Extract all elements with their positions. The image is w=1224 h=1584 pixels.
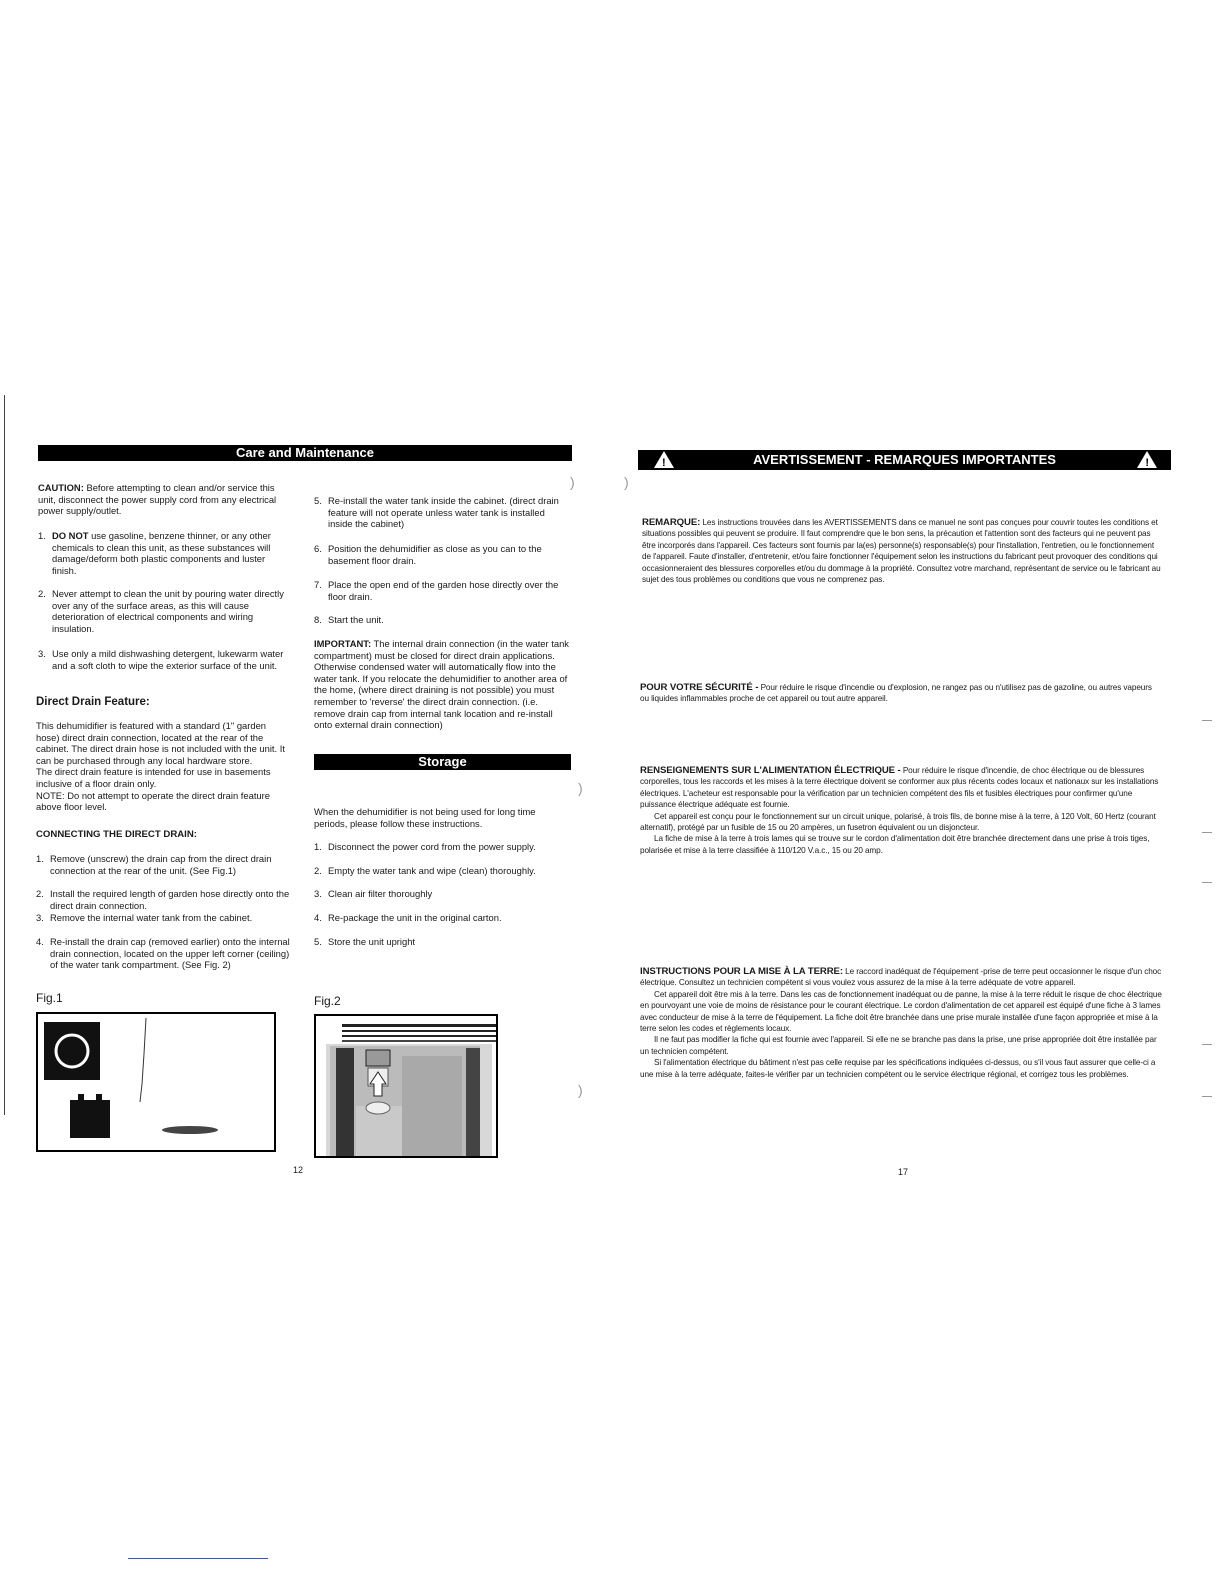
item-number: 3. (38, 648, 46, 659)
securite-block (640, 682, 1162, 705)
caution-paragraph (38, 482, 290, 517)
page-number-right: 17 (898, 1167, 909, 1177)
remarque-block (642, 517, 1162, 585)
storage-item-2 (314, 865, 570, 877)
securite-label: POUR VOTRE SÉCURITÉ - (640, 682, 759, 693)
connect-item-5 (314, 495, 570, 530)
connect-item-text: Re-install the drain cap (removed earlier) onto the internal drain connection, located on the upper left corner (ceiling) of the water tank compartment. (See Fig. 2) (50, 936, 290, 971)
scan-edge-line (4, 395, 5, 1115)
remarque-label: REMARQUE: (642, 517, 701, 528)
fig1-drawing (38, 1014, 274, 1150)
terre-text: Le raccord inadéquat de l'équipement -prise de terre peut occasionner le risque d'un choc électrique. Consultez un technicien compétent si vous voulez vous assurez de la mise à la terre adéquate de votre appareil. (640, 967, 1162, 988)
storage-item-text: Clean air filter thoroughly (328, 888, 433, 899)
scan-artifact: ) (624, 474, 629, 490)
alimentation-paragraph-3: La fiche de mise à la terre à trois lames qui se trouve sur le cordon d'alimentation doit être branchée directement dans une prise à trois tiges, polarisée et mise à la terre classifiée à 110/120 V.a.c., 15 ou 20 amp. (640, 834, 1150, 855)
footer-link-line (128, 1558, 268, 1559)
direct-drain-note: NOTE: Do not attempt to operate the direct drain feature above floor level. (36, 789, 270, 813)
storage-item-1 (314, 841, 570, 853)
storage-item-text: Disconnect the power cord from the power supply. (328, 841, 536, 852)
connect-item-text: Remove the internal water tank from the cabinet. (50, 912, 253, 923)
direct-drain-paragraph: This dehumidifier is featured with a standard (1" garden hose) direct drain connection, located at the rear of the cabinet. The direct drain hose is not included with the unit. It can be purchased through any local hardware store. (36, 720, 285, 766)
connect-item-6 (314, 543, 570, 566)
edge-tick (1202, 1096, 1212, 1097)
care-maintenance-banner: Care and Maintenance (38, 445, 572, 461)
terre-label: INSTRUCTIONS POUR LA MISE À LA TERRE: (640, 966, 843, 977)
connect-item-4 (36, 936, 290, 971)
storage-intro (314, 806, 570, 829)
direct-drain-block (36, 720, 290, 813)
item-number: 2. (38, 588, 46, 599)
terre-paragraph-4: Si l'alimentation électrique du bâtiment n'est pas celle requise par les spécifications indiquées ci-dessus, ou s'il vous faut assurer que celle-ci a une mise à la terre adéquate, faites-le vérifier par un technicien compétent ou le service électrique régional, et corrigez tous les problèmes. (640, 1058, 1156, 1079)
connect-item-1 (36, 853, 290, 876)
connect-item-text: Start the unit. (328, 614, 384, 625)
connect-item-text: Position the dehumidifier as close as you can to the basement floor drain. (328, 543, 542, 566)
item-number: 4. (36, 936, 44, 947)
storage-item-text: Empty the water tank and wipe (clean) thoroughly. (328, 865, 536, 876)
item-number: 3. (36, 912, 44, 923)
connect-item-text: Place the open end of the garden hose directly over the floor drain. (328, 579, 559, 602)
scan-artifact: ) (570, 474, 575, 490)
care-item-text: use gasoline, benzene thinner, or any other chemicals to clean this unit, as these substances will damage/deform both plastic components and luster finish. (52, 530, 271, 576)
fig2-image (314, 1014, 498, 1158)
edge-tick (1202, 720, 1212, 721)
item-number: 7. (314, 579, 322, 590)
terre-paragraph-2: Cet appareil doit être mis à la terre. Dans les cas de fonctionnement inadéquat ou de panne, la mise à la terre réduit le risque de choc électrique en pourvoyant une voie de moins de résistance pour le courant électrique. Le cordon d'alimentation de cet appareil est équipé d'une fiche à 3 lames avec conducteur de mise à la terre de l'équipement. La fiche doit être branchée dans une prise murale installée d'une façon appropriée et mise à la terre selon les codes et règlements locaux. (640, 989, 1162, 1034)
direct-drain-basement-line: The direct drain feature is intended for use in basements inclusive of a floor drain only. (36, 766, 271, 789)
alimentation-text: Pour réduire le risque d'incendie, de choc électrique ou de blessures corporelles, tous les raccords et les mises à la terre électrique doivent se conformer aux plus récents codes locaux et nationaux sur les installations électriques. L'acheteur est responsable pour la vérification par un technicien compétent des fils et fusibles électriques pour confirmer qu'une puissance électrique adéquate est fournie. (640, 766, 1159, 810)
storage-intro-text: When the dehumidifier is not being used for long time periods, please follow these instructions. (314, 806, 536, 829)
edge-tick (1202, 882, 1212, 883)
care-item-text: Never attempt to clean the unit by pouring water directly over any of the surface areas, as this will cause deterioration of electrical components and wiring insulation. (52, 588, 284, 634)
connect-item-8 (314, 614, 570, 626)
care-item-bold: DO NOT (52, 530, 89, 541)
connect-item-2 (36, 888, 290, 911)
scan-artifact: ) (578, 780, 583, 796)
edge-tick (1202, 832, 1212, 833)
fig1-image (36, 1012, 276, 1152)
warning-exclamation-icon-right: ! (1145, 457, 1149, 469)
terre-block (640, 966, 1162, 1080)
securite-text: Pour réduire le risque d'incendie ou d'explosion, ne rangez pas ou n'utilisez pas de gazoline, ou autres vapeurs ou liquides inflammables proche de cet appareil ou tout autre appareil. (640, 683, 1152, 704)
warning-banner-title: AVERTISSEMENT - REMARQUES IMPORTANTES (753, 452, 1056, 467)
item-number: 1. (38, 530, 46, 541)
connect-item-text: Remove (unscrew) the drain cap from the direct drain connection at the rear of the unit. (See Fig.1) (50, 853, 272, 876)
terre-paragraph-3: Il ne faut pas modifier la fiche qui est fournie avec l'appareil. Si elle ne se branche pas dans la prise, une prise appropriée doit être installée par un technicien compétent. (640, 1035, 1157, 1056)
item-number: 2. (36, 888, 44, 899)
fig2-label: Fig.2 (314, 994, 341, 1008)
storage-banner: Storage (314, 754, 571, 770)
item-number: 1. (314, 841, 322, 852)
remarque-text: Les instructions trouvées dans les AVERTISSEMENTS dans ce manuel ne sont pas conçues pour couvrir toutes les conditions et situations possibles qui peuvent se produire. Il faut comprendre que le bon sens, la précaution et l'attention sont des facteurs qui ne peuvent pas être incorporés dans l'appareil. Ces facteurs sont fournis par la(es) personne(s) responsable(s) pour l'installation, l'entretien, ou le fonctionnement de l'appareil. Faute d'installer, d'entretenir, et/ou faire fonctionner l'équipement selon les instructions du fabricant peut provoquer des conditions qui occasionneraient des blessures corporelles et/ou du dommage à la propriété. Consultez votre marchand, représentant de service ou le fabricant au sujet des tous problèmes ou conditions que vous ne comprenez pas. (642, 518, 1161, 585)
item-number: 6. (314, 543, 322, 554)
warning-banner (638, 450, 1171, 470)
item-number: 1. (36, 853, 44, 864)
care-item-3 (38, 648, 290, 671)
caution-text: Before attempting to clean and/or service this unit, disconnect the power supply cord from any electrical power supply/outlet. (38, 482, 277, 517)
storage-item-text: Re-package the unit in the original carton. (328, 912, 502, 923)
storage-item-4 (314, 912, 570, 924)
fig2-drawing (316, 1016, 496, 1156)
alimentation-label: RENSEIGNEMENTS SUR L'ALIMENTATION ÉLECTRIQUE - (640, 765, 901, 776)
caution-label: CAUTION: (38, 482, 84, 493)
edge-tick (1202, 1044, 1212, 1045)
connecting-heading: CONNECTING THE DIRECT DRAIN: (36, 829, 197, 840)
item-number: 4. (314, 912, 322, 923)
important-block (314, 638, 570, 731)
alimentation-block (640, 765, 1162, 856)
item-number: 8. (314, 614, 322, 625)
warning-exclamation-icon-left: ! (662, 457, 666, 469)
scan-artifact: ) (578, 1082, 583, 1098)
important-label: IMPORTANT: (314, 638, 372, 649)
fig1-label: Fig.1 (36, 991, 63, 1005)
connect-item-text: Re-install the water tank inside the cabinet. (direct drain feature will not operate unless water tank is installed inside the cabinet) (328, 495, 559, 530)
item-number: 5. (314, 936, 322, 947)
connect-item-text: Install the required length of garden hose directly onto the direct drain connection. (50, 888, 290, 911)
left-column-1 (38, 482, 290, 517)
alimentation-paragraph-2: Cet appareil est conçu pour le fonctionnement sur un circuit unique, polarisé, à trois fils, de bonne mise à la terre, à 120 Volt, 60 Hertz (courant alternatif), protégé par un fusible de 15 ou 20 ampères, un fusetron équivalent ou un disjoncteur. (640, 811, 1156, 833)
care-item-text: Use only a mild dishwashing detergent, lukewarm water and a soft cloth to wipe the exterior surface of the unit. (52, 648, 284, 671)
storage-item-5 (314, 936, 570, 948)
connect-item-3 (36, 912, 290, 924)
connect-item-7 (314, 579, 570, 602)
direct-drain-heading: Direct Drain Feature: (36, 696, 150, 708)
storage-item-text: Store the unit upright (328, 936, 416, 947)
item-number: 2. (314, 865, 322, 876)
item-number: 3. (314, 888, 322, 899)
care-item-2 (38, 588, 290, 634)
storage-item-3 (314, 888, 570, 900)
page-number-left: 12 (293, 1165, 304, 1175)
item-number: 5. (314, 495, 322, 506)
care-item-1 (38, 530, 290, 576)
important-text: The internal drain connection (in the water tank compartment) must be closed for direct drain applications. Otherwise condensed water will automatically flow into the water tank. If you relocate the dehumidifier to another area of the home, (where direct draining is not possible) you must remember to 'reverse' the direct drain connection. (i.e. remove drain cap from internal tank location and re-install onto external drain connection) (314, 638, 569, 731)
